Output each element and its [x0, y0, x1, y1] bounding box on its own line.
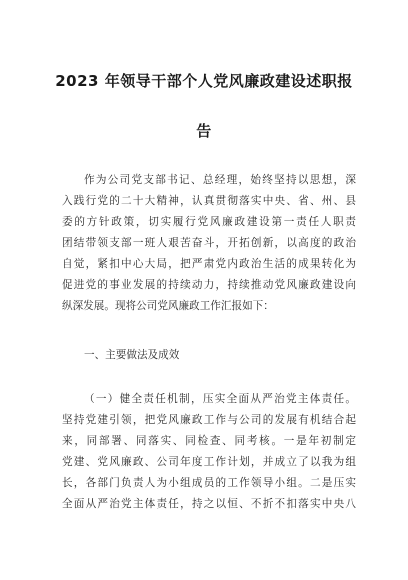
paragraph-line: 促进党的事业发展的持续动力，持续推动党风廉政建设向: [62, 279, 356, 291]
section-heading-text: 一、主要做法及成效: [84, 349, 180, 361]
paragraph-line: 坚持党建引领，把党风廉政工作与公司的发展有机结合起: [62, 414, 356, 426]
paragraph-line: 长，各部门负责人为小组成员的工作领导小组。二是压实: [62, 477, 356, 489]
paragraph-line: 纵深发展。现将公司党风廉政工作汇报如下：: [62, 300, 274, 312]
section-heading: [62, 345, 356, 366]
paragraph-line: 全面从严治党主体责任，持之以恒、不折不扣落实中央八: [62, 498, 356, 510]
paragraph-line: 来，同部署、同落实、同检查、同考核。一是年初制定: [62, 435, 356, 447]
document-title-continued: 告: [196, 122, 212, 140]
section-paragraph: [62, 389, 356, 515]
paragraph-line: 作为公司党支部书记、总经理，始终坚持以思想，深: [84, 174, 356, 186]
intro-paragraph: [62, 170, 356, 317]
paragraph-line: 党建、党风廉政、公司年度工作计划，并成立了以我为组: [62, 456, 356, 468]
paragraph-line: 委的方针政策，切实履行党风廉政建设第一责任人职责: [62, 216, 356, 228]
paragraph-line: 团结带领支部一班人艰苦奋斗，开拓创新，以高度的政治: [62, 237, 356, 249]
paragraph-line: 自觉，紧扣中心大局，把严肃党内政治生活的成果转化为: [62, 258, 356, 270]
paragraph-line: （一）健全责任机制，压实全面从严治党主体责任。: [84, 393, 356, 405]
paragraph-line: 入践行党的二十大精神，认真贯彻落实中央、省、州、县: [62, 195, 356, 207]
document-title: 2023 年领导干部个人党风廉政建设述职报: [55, 72, 353, 90]
